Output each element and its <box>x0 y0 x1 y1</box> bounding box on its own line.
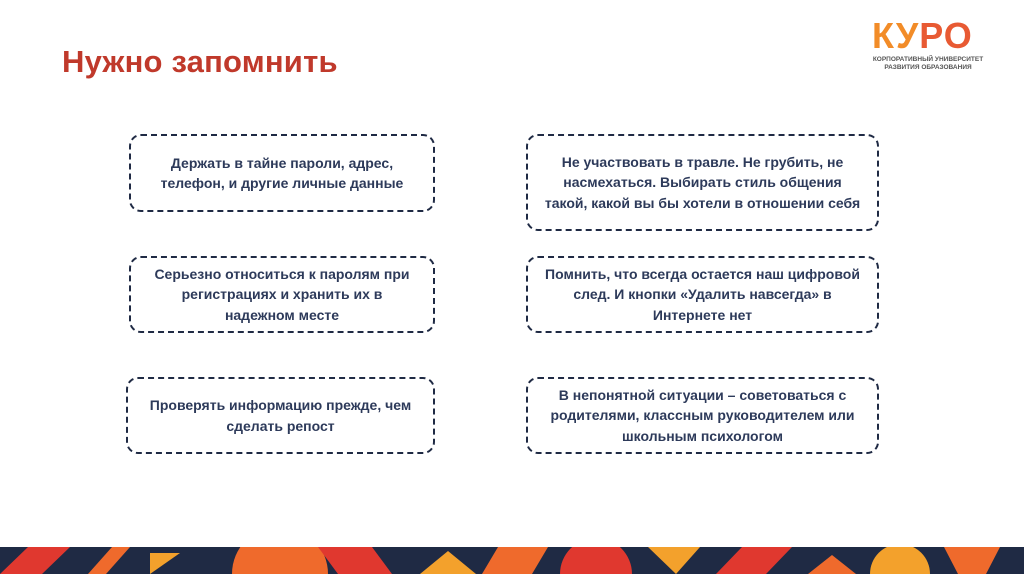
tip-box-left-2 <box>129 256 435 333</box>
tip-text: Помнить, что всегда остается наш цифровой след. И кнопки «Удалить навсегда» в Интернете нет <box>545 266 860 323</box>
tip-box-right-2 <box>526 256 879 333</box>
tip-text: Держать в тайне пароли, адрес, телефон, и другие личные данные <box>160 154 404 191</box>
logo-subtitle <box>872 56 984 72</box>
logo-subtitle-line2: РАЗВИТИЯ ОБРАЗОВАНИЯ <box>884 64 972 72</box>
logo <box>872 15 996 72</box>
tip-text: Проверять информацию прежде, чем сделать репост <box>149 397 412 434</box>
logo-word-part2: РО <box>919 15 973 56</box>
page-title: Нужно запомнить <box>62 44 338 79</box>
tip-box-left-3 <box>126 377 435 454</box>
tip-text: Не участвовать в травле. Не грубить, не насмехаться. Выбирать стиль общения такой, какой вы бы хотели в отношении себя <box>544 154 861 211</box>
tip-box-right-3 <box>526 377 879 454</box>
tip-text: Серьезно относиться к паролям при регистрациях и хранить их в надежном месте <box>154 266 410 323</box>
tip-box-right-1 <box>526 134 879 231</box>
logo-wordmark <box>872 15 996 56</box>
footer-decor <box>0 547 1024 574</box>
logo-word-part1: КУ <box>872 15 920 56</box>
footer-shape <box>560 547 632 574</box>
tip-text: В непонятной ситуации – советоваться с родителями, классным руководителем или школьным психологом <box>550 387 855 444</box>
logo-subtitle-line1: КОРПОРАТИВНЫЙ УНИВЕРСИТЕТ <box>872 56 984 63</box>
footer-shape <box>232 547 328 574</box>
tip-box-left-1 <box>129 134 435 212</box>
